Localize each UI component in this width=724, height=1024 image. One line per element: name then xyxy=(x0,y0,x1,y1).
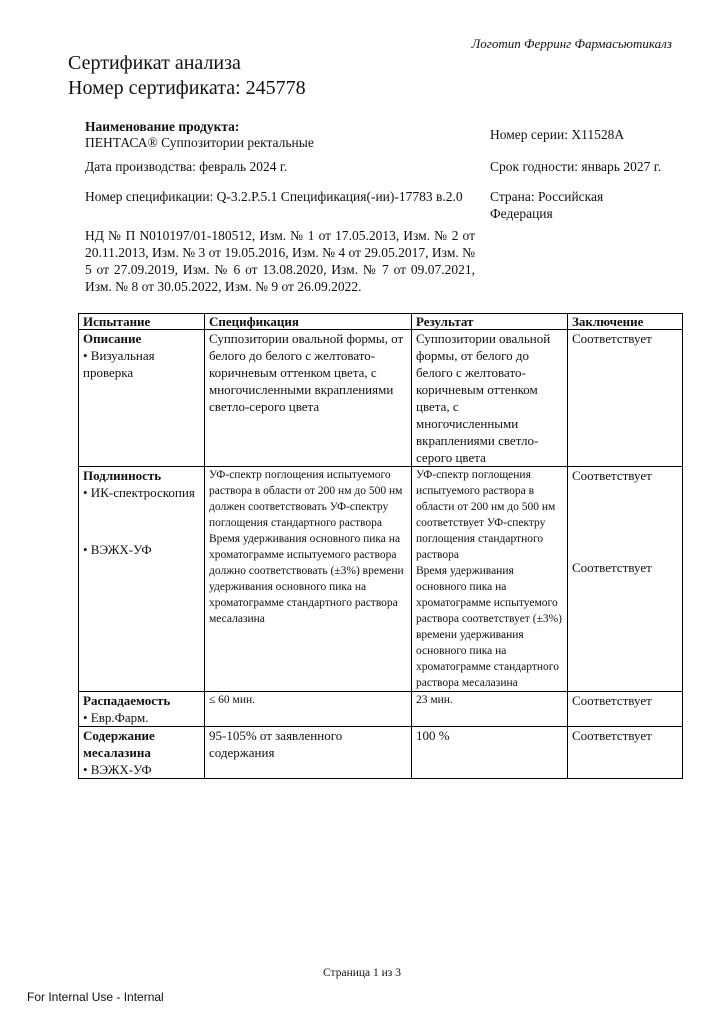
test-method: • Евр.Фарм. xyxy=(83,710,149,725)
expiry-date: Срок годности: январь 2027 г. xyxy=(490,159,662,174)
product-name-label: Наименование продукта: xyxy=(85,119,240,134)
result-cell xyxy=(412,467,568,692)
test-cell xyxy=(79,727,205,779)
spec-text-1: УФ-спектр поглощения испытуемого раствора в области от 200 нм до 500 нм должен соответствовать УФ-спектру поглощения стандартного раствора xyxy=(209,469,403,529)
test-method: • Визуальная проверка xyxy=(83,348,155,380)
table-row xyxy=(79,330,683,467)
header-conclusion: Заключение xyxy=(568,314,683,330)
specification-number: Номер спецификации: Q-3.2.P.5.1 Спецификация(-ии)-17783 в.2.0 xyxy=(85,189,463,204)
conclusion-cell: Соответствует xyxy=(568,727,683,779)
result-cell: 23 мин. xyxy=(412,692,568,727)
conclusion-text-1: Соответствует xyxy=(572,468,652,483)
test-cell xyxy=(79,467,205,692)
result-text-1: УФ-спектр поглощения испытуемого раствора в области от 200 нм до 500 нм соответствует УФ-спектру поглощения стандартного раствора xyxy=(416,469,556,561)
conclusion-text-2: Соответствует xyxy=(572,560,652,575)
table-row xyxy=(79,467,683,692)
table-header-row xyxy=(79,314,683,330)
test-name: Распадаемость xyxy=(83,693,171,708)
test-name: Содержание месалазина xyxy=(83,728,155,760)
test-cell xyxy=(79,330,205,467)
production-date: Дата производства: февраль 2024 г. xyxy=(85,159,288,174)
spec-cell: 95-105% от заявленного содержания xyxy=(205,727,412,779)
test-method-2: • ВЭЖХ-УФ xyxy=(83,542,152,557)
normative-document: НД № П N010197/01-180512, Изм. № 1 от 17.05.2013, Изм. № 2 от 20.11.2013, Изм. № 3 от 19.05.2016, Изм. № 4 от 29.05.2017, Изм. № 5 от 27.09.2019, Изм. № 6 от 13.08.2020, Изм. № 7 от 09.07.2021, Изм. № 8 от 30.05.2022, Изм. № 9 от 26.09.2022. xyxy=(85,228,475,294)
country: Страна: Российская Федерация xyxy=(490,189,604,221)
header-result: Результат xyxy=(412,314,568,330)
test-cell xyxy=(79,692,205,727)
result-cell: 100 % xyxy=(412,727,568,779)
spec-cell: ≤ 60 мин. xyxy=(205,692,412,727)
spec-cell xyxy=(205,467,412,692)
table-row xyxy=(79,692,683,727)
header-specification: Спецификация xyxy=(205,314,412,330)
conclusion-cell: Соответствует xyxy=(568,330,683,467)
conclusion-cell: Соответствует xyxy=(568,692,683,727)
test-name: Описание xyxy=(83,331,142,346)
batch-number: Номер серии: X11528A xyxy=(490,127,625,142)
spec-text-2: Время удерживания основного пика на хроматограмме испытуемого раствора должно соответствовать (±3%) времени удерживания основного пика на хроматограмме стандартного раствора месалазина xyxy=(209,533,404,625)
test-method: • ВЭЖХ-УФ xyxy=(83,762,152,777)
document-title: Сертификат анализа xyxy=(68,52,241,74)
company-logo-text: Логотип Ферринг Фармасьютикалз xyxy=(471,36,672,51)
classification-label: For Internal Use - Internal xyxy=(27,990,164,1004)
conclusion-cell xyxy=(568,467,683,692)
result-cell: Суппозитории овальной формы, от белого до белого с желтовато-коричневым оттенком цвета, с многочисленными вкраплениями светло-серого цвета xyxy=(412,330,568,467)
result-text-2: Время удерживания основного пика на хроматограмме испытуемого раствора соответствует (±3%) времени удерживания основного пика на хроматограмме стандартного раствора месалазина xyxy=(416,565,562,689)
certificate-number: Номер сертификата: 245778 xyxy=(68,77,306,99)
page-number: Страница 1 из 3 xyxy=(323,967,401,979)
analysis-table xyxy=(78,313,683,779)
header-test: Испытание xyxy=(79,314,205,330)
product-name-value: ПЕНТАСА® Суппозитории ректальные xyxy=(85,135,314,150)
table-row xyxy=(79,727,683,779)
spec-cell: Суппозитории овальной формы, от белого до белого с желтовато-коричневым оттенком цвета, с многочисленными вкраплениями светло-серого цвета xyxy=(205,330,412,467)
test-method: • ИК-спектроскопия xyxy=(83,485,195,500)
test-name: Подлинность xyxy=(83,468,162,483)
